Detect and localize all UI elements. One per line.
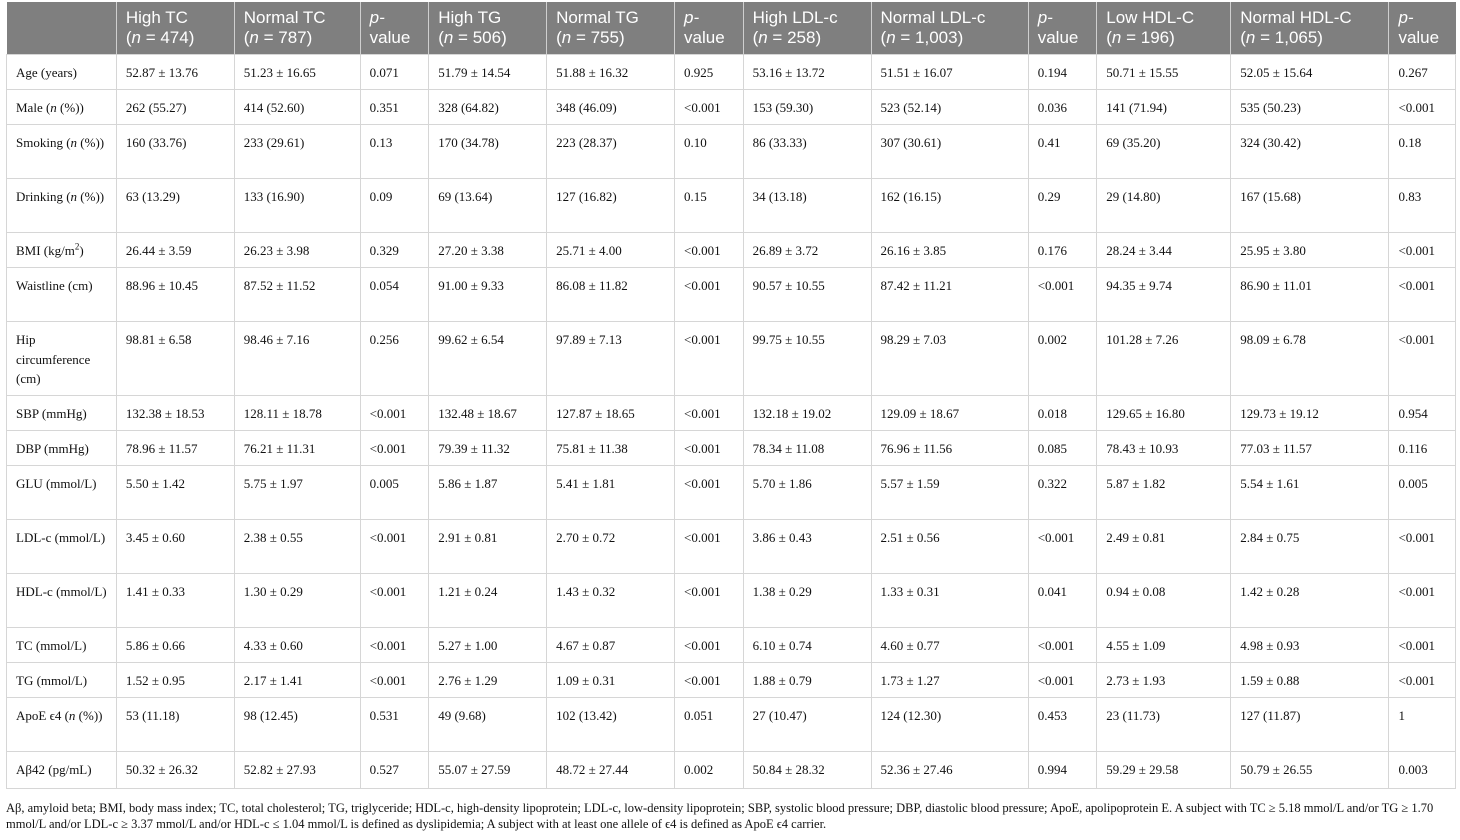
table-cell: 1.09 ± 0.31 [547,663,675,698]
table-cell: 51.88 ± 16.32 [547,55,675,90]
table-cell: 86.90 ± 11.01 [1231,268,1389,322]
table-cell: 0.83 [1389,179,1456,233]
table-wrapper [6,2,1456,789]
table-cell: 5.27 ± 1.00 [429,628,547,663]
table-cell: 0.085 [1028,431,1097,466]
header-line2-prefix: value [369,28,411,47]
header-p-value-tc [360,2,429,55]
table-cell: 129.73 ± 19.12 [1231,396,1389,431]
table-cell: 94.35 ± 9.74 [1097,268,1231,322]
table-cell: 127 (11.87) [1231,698,1389,752]
header-line1: Low HDL-C [1106,8,1195,27]
table-cell: 5.50 ± 1.42 [116,466,234,520]
table-cell: 0.018 [1028,396,1097,431]
table-cell: 170 (34.78) [429,125,547,179]
table-cell: 98.81 ± 6.58 [116,322,234,396]
table-cell: 0.003 [1389,752,1456,789]
table-cell: 98.29 ± 7.03 [871,322,1028,396]
table-cell: 5.70 ± 1.86 [743,466,871,520]
table-row [7,179,1456,233]
table-cell: 26.89 ± 3.72 [743,233,871,268]
table-cell: 328 (64.82) [429,90,547,125]
row-label: Hip circumference (cm) [7,322,117,396]
table-cell: <0.001 [1389,628,1456,663]
table-cell: 0.527 [360,752,429,789]
table-cell: 1 [1389,698,1456,752]
header-line1: High TC [125,8,188,27]
table-cell: 48.72 ± 27.44 [547,752,675,789]
row-label: GLU (mmol/L) [7,466,117,520]
table-cell: 101.28 ± 7.26 [1097,322,1231,396]
table-cell: 49 (9.68) [429,698,547,752]
table-cell: 0.41 [1028,125,1097,179]
header-line2-suffix: = 506) [453,28,507,47]
table-cell: 51.51 ± 16.07 [871,55,1028,90]
table-cell: 0.002 [675,752,744,789]
table-cell: <0.001 [360,628,429,663]
table-cell: <0.001 [1389,663,1456,698]
header-line2-suffix: = 258) [767,28,822,47]
header-line2-suffix: = 474) [140,28,195,47]
header-line2-prefix: ( [243,28,250,47]
table-row [7,574,1456,628]
table-cell: 0.071 [360,55,429,90]
table-cell: <0.001 [675,322,744,396]
table-cell: 78.34 ± 11.08 [743,431,871,466]
table-cell: 34 (13.18) [743,179,871,233]
table-row [7,55,1456,90]
header-line2-prefix: ( [1106,28,1112,47]
header-line1: High TG [438,8,502,27]
header-normal-tg [547,2,675,55]
row-label: Drinking (n (%)) [7,179,117,233]
table-cell: 132.18 ± 19.02 [743,396,871,431]
table-row [7,125,1456,179]
row-label: TG (mmol/L) [7,663,117,698]
header-line2-prefix: value [684,28,725,47]
table-cell: <0.001 [1389,268,1456,322]
table-cell: 51.79 ± 14.54 [429,55,547,90]
row-label: Age (years) [7,55,117,90]
table-cell: <0.001 [675,628,744,663]
table-cell: 0.256 [360,322,429,396]
table-cell: 78.96 ± 11.57 [116,431,234,466]
header-line2-suffix: = 196) [1121,28,1175,47]
table-cell: <0.001 [360,431,429,466]
table-cell: 27 (10.47) [743,698,871,752]
header-p-value-tg [675,2,744,55]
table-cell: 0.194 [1028,55,1097,90]
table-cell: 1.52 ± 0.95 [116,663,234,698]
table-cell: 1.38 ± 0.29 [743,574,871,628]
table-body [7,55,1456,789]
table-cell: 129.09 ± 18.67 [871,396,1028,431]
table-cell: 63 (13.29) [116,179,234,233]
table-cell: 97.89 ± 7.13 [547,322,675,396]
table-cell: <0.001 [675,268,744,322]
table-cell: <0.001 [1389,322,1456,396]
header-row [7,2,1456,55]
table-cell: 0.09 [360,179,429,233]
table-cell: 90.57 ± 10.55 [743,268,871,322]
table-cell: 52.36 ± 27.46 [871,752,1028,789]
header-line1: p- [1398,8,1414,27]
header-high-ldl [743,2,871,55]
header-line2-prefix: ( [1240,28,1246,47]
table-cell: 50.71 ± 15.55 [1097,55,1231,90]
header-line1: Normal TC [243,8,326,27]
table-cell: 0.005 [360,466,429,520]
header-line2-italic: n [131,28,141,47]
row-label: HDL-c (mmol/L) [7,574,117,628]
table-cell: 1.21 ± 0.24 [429,574,547,628]
data-table [6,2,1456,789]
table-cell: <0.001 [1028,628,1097,663]
table-cell: 5.41 ± 1.81 [547,466,675,520]
table-cell: 167 (15.68) [1231,179,1389,233]
table-cell: 1.41 ± 0.33 [116,574,234,628]
table-cell: 3.86 ± 0.43 [743,520,871,574]
table-cell: 102 (13.42) [547,698,675,752]
table-cell: 0.041 [1028,574,1097,628]
row-label: BMI $(kg/m^2)$ [7,233,117,268]
table-cell: <0.001 [675,574,744,628]
table-cell: 50.79 ± 26.55 [1231,752,1389,789]
header-line2-suffix: = 1,003) [895,28,964,47]
table-cell: <0.001 [360,574,429,628]
header-line2-italic: n [249,28,259,47]
table-cell: 1.88 ± 0.79 [743,663,871,698]
table-cell: 91.00 ± 9.33 [429,268,547,322]
table-cell: 98.46 ± 7.16 [234,322,360,396]
table-cell: 523 (52.14) [871,90,1028,125]
table-cell: 0.94 ± 0.08 [1097,574,1231,628]
table-cell: 1.42 ± 0.28 [1231,574,1389,628]
header-normal-tc [234,2,360,55]
header-normal-ldl [871,2,1028,55]
table-cell: 2.76 ± 1.29 [429,663,547,698]
header-line2-prefix: ( [880,28,887,47]
table-cell: 1.43 ± 0.32 [547,574,675,628]
header-line2-italic: n [561,28,572,47]
table-cell: <0.001 [675,663,744,698]
table-cell: 535 (50.23) [1231,90,1389,125]
table-cell: 2.38 ± 0.55 [234,520,360,574]
header-line2-suffix: = 755) [571,28,625,47]
header-high-tc [116,2,234,55]
table-cell: 26.23 ± 3.98 [234,233,360,268]
table-cell: 86.08 ± 11.82 [547,268,675,322]
table-cell: 98 (12.45) [234,698,360,752]
table-cell: <0.001 [1028,663,1097,698]
header-line2-prefix: ( [438,28,444,47]
table-cell: 5.86 ± 0.66 [116,628,234,663]
table-cell: 78.43 ± 10.93 [1097,431,1231,466]
table-cell: 53 (11.18) [116,698,234,752]
table-cell: 52.05 ± 15.64 [1231,55,1389,90]
table-cell: 23 (11.73) [1097,698,1231,752]
table-cell: 28.24 ± 3.44 [1097,233,1231,268]
table-cell: 3.45 ± 0.60 [116,520,234,574]
table-cell: 0.329 [360,233,429,268]
table-cell: <0.001 [675,396,744,431]
header-line1: Normal TG [556,8,639,27]
table-row [7,233,1456,268]
table-cell: <0.001 [1389,520,1456,574]
table-cell: 0.351 [360,90,429,125]
table-cell: 76.21 ± 11.31 [234,431,360,466]
table-cell: 0.036 [1028,90,1097,125]
table-cell: 77.03 ± 11.57 [1231,431,1389,466]
table-cell: <0.001 [360,663,429,698]
row-label: Smoking (n (%)) [7,125,117,179]
table-cell: 55.07 ± 27.59 [429,752,547,789]
table-cell: 0.29 [1028,179,1097,233]
table-cell: <0.001 [1389,574,1456,628]
table-cell: 59.29 ± 29.58 [1097,752,1231,789]
header-line1: p- [1037,8,1053,27]
table-cell: 5.57 ± 1.59 [871,466,1028,520]
table-cell: 98.09 ± 6.78 [1231,322,1389,396]
table-row [7,268,1456,322]
table-cell: 0.267 [1389,55,1456,90]
table-cell: 0.994 [1028,752,1097,789]
table-cell: 86 (33.33) [743,125,871,179]
header-line1: High LDL-c [752,8,838,27]
table-row [7,322,1456,396]
header-p-value-hdl [1389,2,1456,55]
header-line2-italic: n [1111,28,1122,47]
table-cell: 1.33 ± 0.31 [871,574,1028,628]
table-cell: 0.453 [1028,698,1097,752]
table-cell: 0.15 [675,179,744,233]
table-cell: 0.054 [360,268,429,322]
table-cell: 4.60 ± 0.77 [871,628,1028,663]
table-cell: 0.925 [675,55,744,90]
table-cell: 160 (33.76) [116,125,234,179]
table-cell: 141 (71.94) [1097,90,1231,125]
table-row [7,520,1456,574]
header-line2-suffix: = 1,065) [1255,28,1323,47]
table-cell: <0.001 [1028,268,1097,322]
row-label: ApoE ϵ4 (n (%)) [7,698,117,752]
table-cell: 52.82 ± 27.93 [234,752,360,789]
table-row [7,752,1456,789]
table-cell: <0.001 [675,90,744,125]
table-cell: <0.001 [675,431,744,466]
table-cell: 348 (46.09) [547,90,675,125]
table-row [7,628,1456,663]
table-cell: 0.18 [1389,125,1456,179]
table-cell: 88.96 ± 10.45 [116,268,234,322]
table-cell: 129.65 ± 16.80 [1097,396,1231,431]
table-cell: 1.73 ± 1.27 [871,663,1028,698]
header-line2-italic: n [758,28,768,47]
header-high-tg [429,2,547,55]
header-line1: Normal LDL-c [880,8,986,27]
table-cell: 0.051 [675,698,744,752]
table-cell: 233 (29.61) [234,125,360,179]
header-line2-prefix: ( [752,28,759,47]
table-cell: 0.005 [1389,466,1456,520]
table-cell: 1.30 ± 0.29 [234,574,360,628]
header-line2-suffix: = 787) [258,28,313,47]
table-cell: 4.98 ± 0.93 [1231,628,1389,663]
table-cell: <0.001 [360,520,429,574]
table-row [7,466,1456,520]
table-row [7,396,1456,431]
row-label: SBP (mmHg) [7,396,117,431]
table-cell: 162 (16.15) [871,179,1028,233]
table-cell: 307 (30.61) [871,125,1028,179]
table-row [7,90,1456,125]
table-cell: 5.75 ± 1.97 [234,466,360,520]
table-cell: 52.87 ± 13.76 [116,55,234,90]
table-cell: <0.001 [1389,233,1456,268]
header-line2-prefix: value [1037,28,1079,47]
header-line2-italic: n [886,28,896,47]
table-cell: <0.001 [1028,520,1097,574]
table-cell: 4.33 ± 0.60 [234,628,360,663]
table-cell: 2.91 ± 0.81 [429,520,547,574]
table-cell: 99.75 ± 10.55 [743,322,871,396]
row-label: Aβ42 (pg/mL) [7,752,117,789]
table-cell: 262 (55.27) [116,90,234,125]
table-cell: 26.16 ± 3.85 [871,233,1028,268]
table-cell: 25.71 ± 4.00 [547,233,675,268]
table-cell: 2.49 ± 0.81 [1097,520,1231,574]
table-cell: 0.10 [675,125,744,179]
header-line1: p- [684,8,700,27]
table-row [7,431,1456,466]
table-cell: 2.51 ± 0.56 [871,520,1028,574]
table-cell: 50.32 ± 26.32 [116,752,234,789]
table-cell: 0.322 [1028,466,1097,520]
table-cell: 128.11 ± 18.78 [234,396,360,431]
table-cell: <0.001 [675,466,744,520]
table-cell: 132.48 ± 18.67 [429,396,547,431]
header-line2-prefix: value [1398,28,1440,47]
row-label: Waistline (cm) [7,268,117,322]
header-line2-prefix: ( [125,28,132,47]
table-cell: 4.67 ± 0.87 [547,628,675,663]
table-cell: 127.87 ± 18.65 [547,396,675,431]
table-cell: 69 (35.20) [1097,125,1231,179]
table-cell: 26.44 ± 3.59 [116,233,234,268]
table-cell: 27.20 ± 3.38 [429,233,547,268]
table-cell: 6.10 ± 0.74 [743,628,871,663]
table-cell: 2.17 ± 1.41 [234,663,360,698]
table-cell: 5.87 ± 1.82 [1097,466,1231,520]
row-label: Male (n (%)) [7,90,117,125]
header-line2-prefix: ( [556,28,562,47]
table-cell: 87.52 ± 11.52 [234,268,360,322]
table-cell: 76.96 ± 11.56 [871,431,1028,466]
table-cell: 0.954 [1389,396,1456,431]
header-line1: p- [369,8,385,27]
table-cell: 69 (13.64) [429,179,547,233]
table-cell: <0.001 [1389,90,1456,125]
table-cell: 124 (12.30) [871,698,1028,752]
header-empty [7,2,117,55]
header-p-value-ldl [1028,2,1097,55]
table-cell: 223 (28.37) [547,125,675,179]
table-cell: 4.55 ± 1.09 [1097,628,1231,663]
header-normal-hdl [1231,2,1389,55]
header-line2-italic: n [443,28,454,47]
table-cell: 2.84 ± 0.75 [1231,520,1389,574]
table-cell: 132.38 ± 18.53 [116,396,234,431]
table-cell: 51.23 ± 16.65 [234,55,360,90]
table-row [7,663,1456,698]
table-cell: 0.13 [360,125,429,179]
table-cell: 2.70 ± 0.72 [547,520,675,574]
table-cell: 0.116 [1389,431,1456,466]
table-cell: 2.73 ± 1.93 [1097,663,1231,698]
table-cell: <0.001 [675,233,744,268]
table-cell: 0.531 [360,698,429,752]
table-cell: 153 (59.30) [743,90,871,125]
table-cell: 133 (16.90) [234,179,360,233]
table-cell: 75.81 ± 11.38 [547,431,675,466]
table-cell: <0.001 [675,520,744,574]
table-cell: 5.86 ± 1.87 [429,466,547,520]
header-line1: Normal HDL-C [1240,8,1352,27]
table-cell: 5.54 ± 1.61 [1231,466,1389,520]
header-line2-italic: n [1245,28,1256,47]
table-cell: 87.42 ± 11.21 [871,268,1028,322]
table-cell: 50.84 ± 28.32 [743,752,871,789]
row-label: DBP (mmHg) [7,431,117,466]
table-cell: 53.16 ± 13.72 [743,55,871,90]
table-cell: 25.95 ± 3.80 [1231,233,1389,268]
table-cell: 0.176 [1028,233,1097,268]
table-cell: 0.002 [1028,322,1097,396]
table-cell: 29 (14.80) [1097,179,1231,233]
table-row [7,698,1456,752]
table-cell: 79.39 ± 11.32 [429,431,547,466]
header-low-hdl [1097,2,1231,55]
row-label: TC (mmol/L) [7,628,117,663]
table-cell: 1.59 ± 0.88 [1231,663,1389,698]
table-cell: 127 (16.82) [547,179,675,233]
table-cell: 99.62 ± 6.54 [429,322,547,396]
table-footnote: Aβ, amyloid beta; BMI, body mass index; TC, total cholesterol; TG, triglyceride; HDL-c, high-density lipoprotein; LDL-c, low-density lipoprotein; SBP, systolic blood pressure; DBP, diastolic blood pressure; ApoE, apolipoprotein E. A subject with TC ≥ 5.18 mmol/L and/or TG ≥ 1.70 mmol/L and/or LDL-c ≥ 3.37 mmol/L and/or HDL-c ≤ 1.04 mmol/L is defined as dyslipidemia; A subject with at least one allele of ϵ4 is defined as ApoE ϵ4 carrier. [6,801,1434,831]
table-cell: 414 (52.60) [234,90,360,125]
table-cell: <0.001 [360,396,429,431]
table-cell: 324 (30.42) [1231,125,1389,179]
row-label: LDL-c (mmol/L) [7,520,117,574]
